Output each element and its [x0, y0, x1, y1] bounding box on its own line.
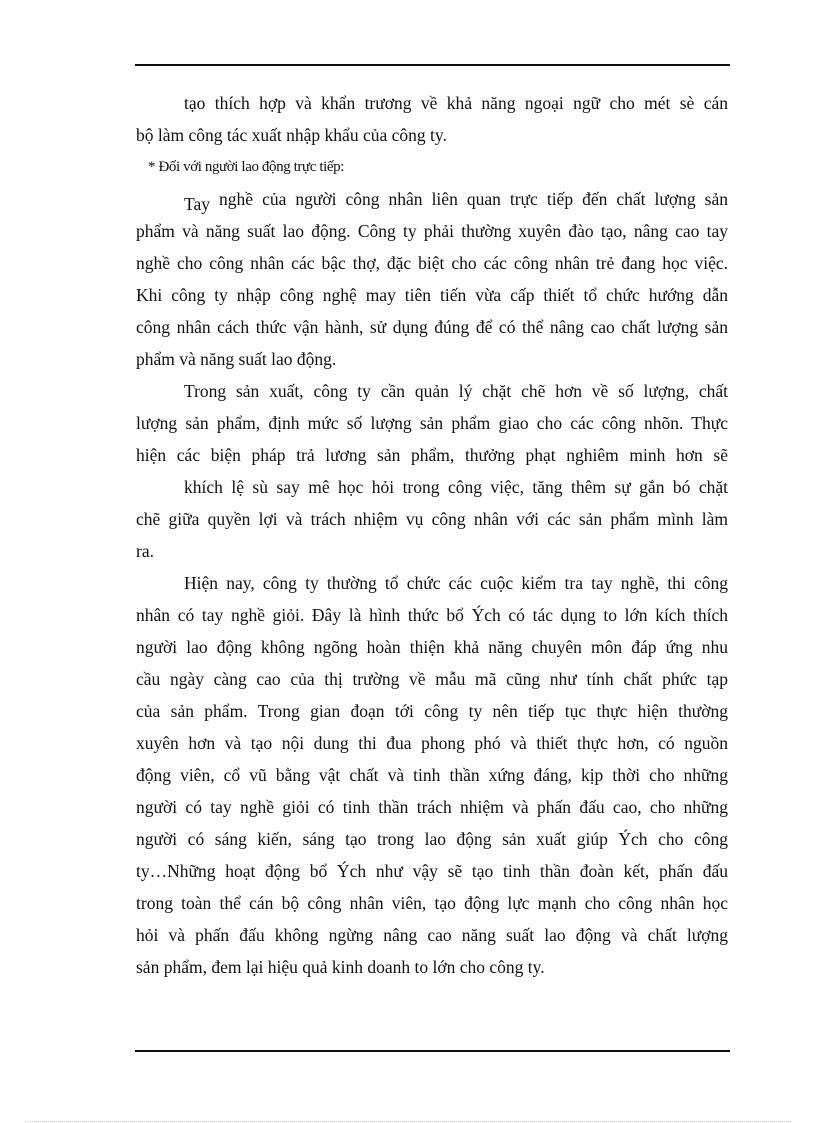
header-rule [135, 64, 730, 66]
text-line: sản phẩm, đem lại hiệu quả kinh doanh to lớn cho công ty. [136, 957, 545, 977]
text-line: hiện các biện pháp trả lương sản phẩm, thưởng phạt nghiêm minh hơn sẽ [136, 445, 728, 465]
paragraph-worker-skills [136, 183, 728, 375]
text-line: ty…Những hoạt động bổ Ých như vậy sẽ tạo tinh thần đoàn kết, phấn đấu [136, 861, 728, 881]
text-line: chẽ giữa quyền lợi và trách nhiệm vụ công nhân với các sản phẩm mình làm [136, 509, 728, 529]
text-line: xuyên hơn và tạo nội dung thi đua phong phó và thiết thực hơn, có nguồn [136, 733, 728, 753]
footer-rule [135, 1050, 730, 1052]
text-line: nghề cho công nhân các bậc thợ, đặc biệt cho các công nhân trẻ đang học việc. [136, 253, 728, 273]
paragraph-skill-contests [136, 567, 728, 983]
text-line: người lao động không ngõng hoàn thiện khả năng chuyên môn đáp ứng nhu [136, 637, 728, 657]
document-body [136, 87, 728, 983]
text-line: ra. [136, 541, 154, 561]
text-segment: nghề của người công nhân liên quan trực tiếp đến chất lượng sản [219, 189, 728, 209]
paragraph-production-management [136, 375, 728, 471]
text-line: động viên, cổ vũ bằng vật chất và tinh thần xứng đáng, kịp thời cho những [136, 765, 728, 785]
paragraph-training-languages [136, 87, 728, 151]
subscript-word: Tay [184, 194, 210, 214]
text-line: người có sáng kiến, sáng tạo trong lao động sản xuất giúp Ých cho công [136, 829, 728, 849]
text-line: lượng sản phẩm, định mức số lượng sản phẩm giao cho các công nhõn. Thực [136, 413, 728, 433]
page-edge-divider [25, 1121, 791, 1122]
text-line: của sản phẩm. Trong gian đoạn tới công ty nên tiếp tục thực hiện thường [136, 701, 728, 721]
text-line: phẩm và năng suất lao động. [136, 349, 337, 369]
text-line: khích lệ sù say mê học hỏi trong công việc, tăng thêm sự gắn bó chặt [184, 477, 728, 497]
paragraph-encouragement [136, 471, 728, 567]
text-line: cầu ngày càng cao của thị trường về mẫu mã cũng như tính chất phức tạp [136, 669, 728, 689]
text-line: Trong sản xuất, công ty cần quản lý chặt chẽ hơn về số lượng, chất [184, 381, 728, 401]
text-line: phẩm và năng suất lao động. Công ty phải thường xuyên đào tạo, nâng cao tay [136, 221, 728, 241]
text-line [136, 183, 728, 215]
text-line: nhân có tay nghề giỏi. Đây là hình thức bổ Ých có tác dụng to lớn kích thích [136, 605, 728, 625]
text-line: công nhân cách thức vận hành, sử dụng đúng để có thể nâng cao chất lượng sản [136, 317, 728, 337]
section-heading-direct-workers: * Đối với người lao động trực tiếp: [148, 159, 345, 175]
text-line: Hiện nay, công ty thường tổ chức các cuộc kiểm tra tay nghề, thi công [184, 573, 728, 593]
text-line: bộ làm công tác xuất nhập khẩu của công ty. [136, 125, 447, 145]
text-line: tạo thích hợp và khẩn trương về khả năng ngoại ngữ cho mét sè cán [184, 93, 728, 113]
text-line: người có tay nghề giỏi có tinh thần trách nhiệm và phấn đấu cao, cho những [136, 797, 728, 817]
text-line: Khi công ty nhập công nghệ may tiên tiến vừa cấp thiết tổ chức hướng dẫn [136, 285, 728, 305]
text-line: trong toàn thể cán bộ công nhân viên, tạo động lực mạnh cho công nhân học [136, 893, 728, 913]
text-line: hỏi và phấn đấu không ngừng nâng cao năng suất lao động và chất lượng [136, 925, 728, 945]
